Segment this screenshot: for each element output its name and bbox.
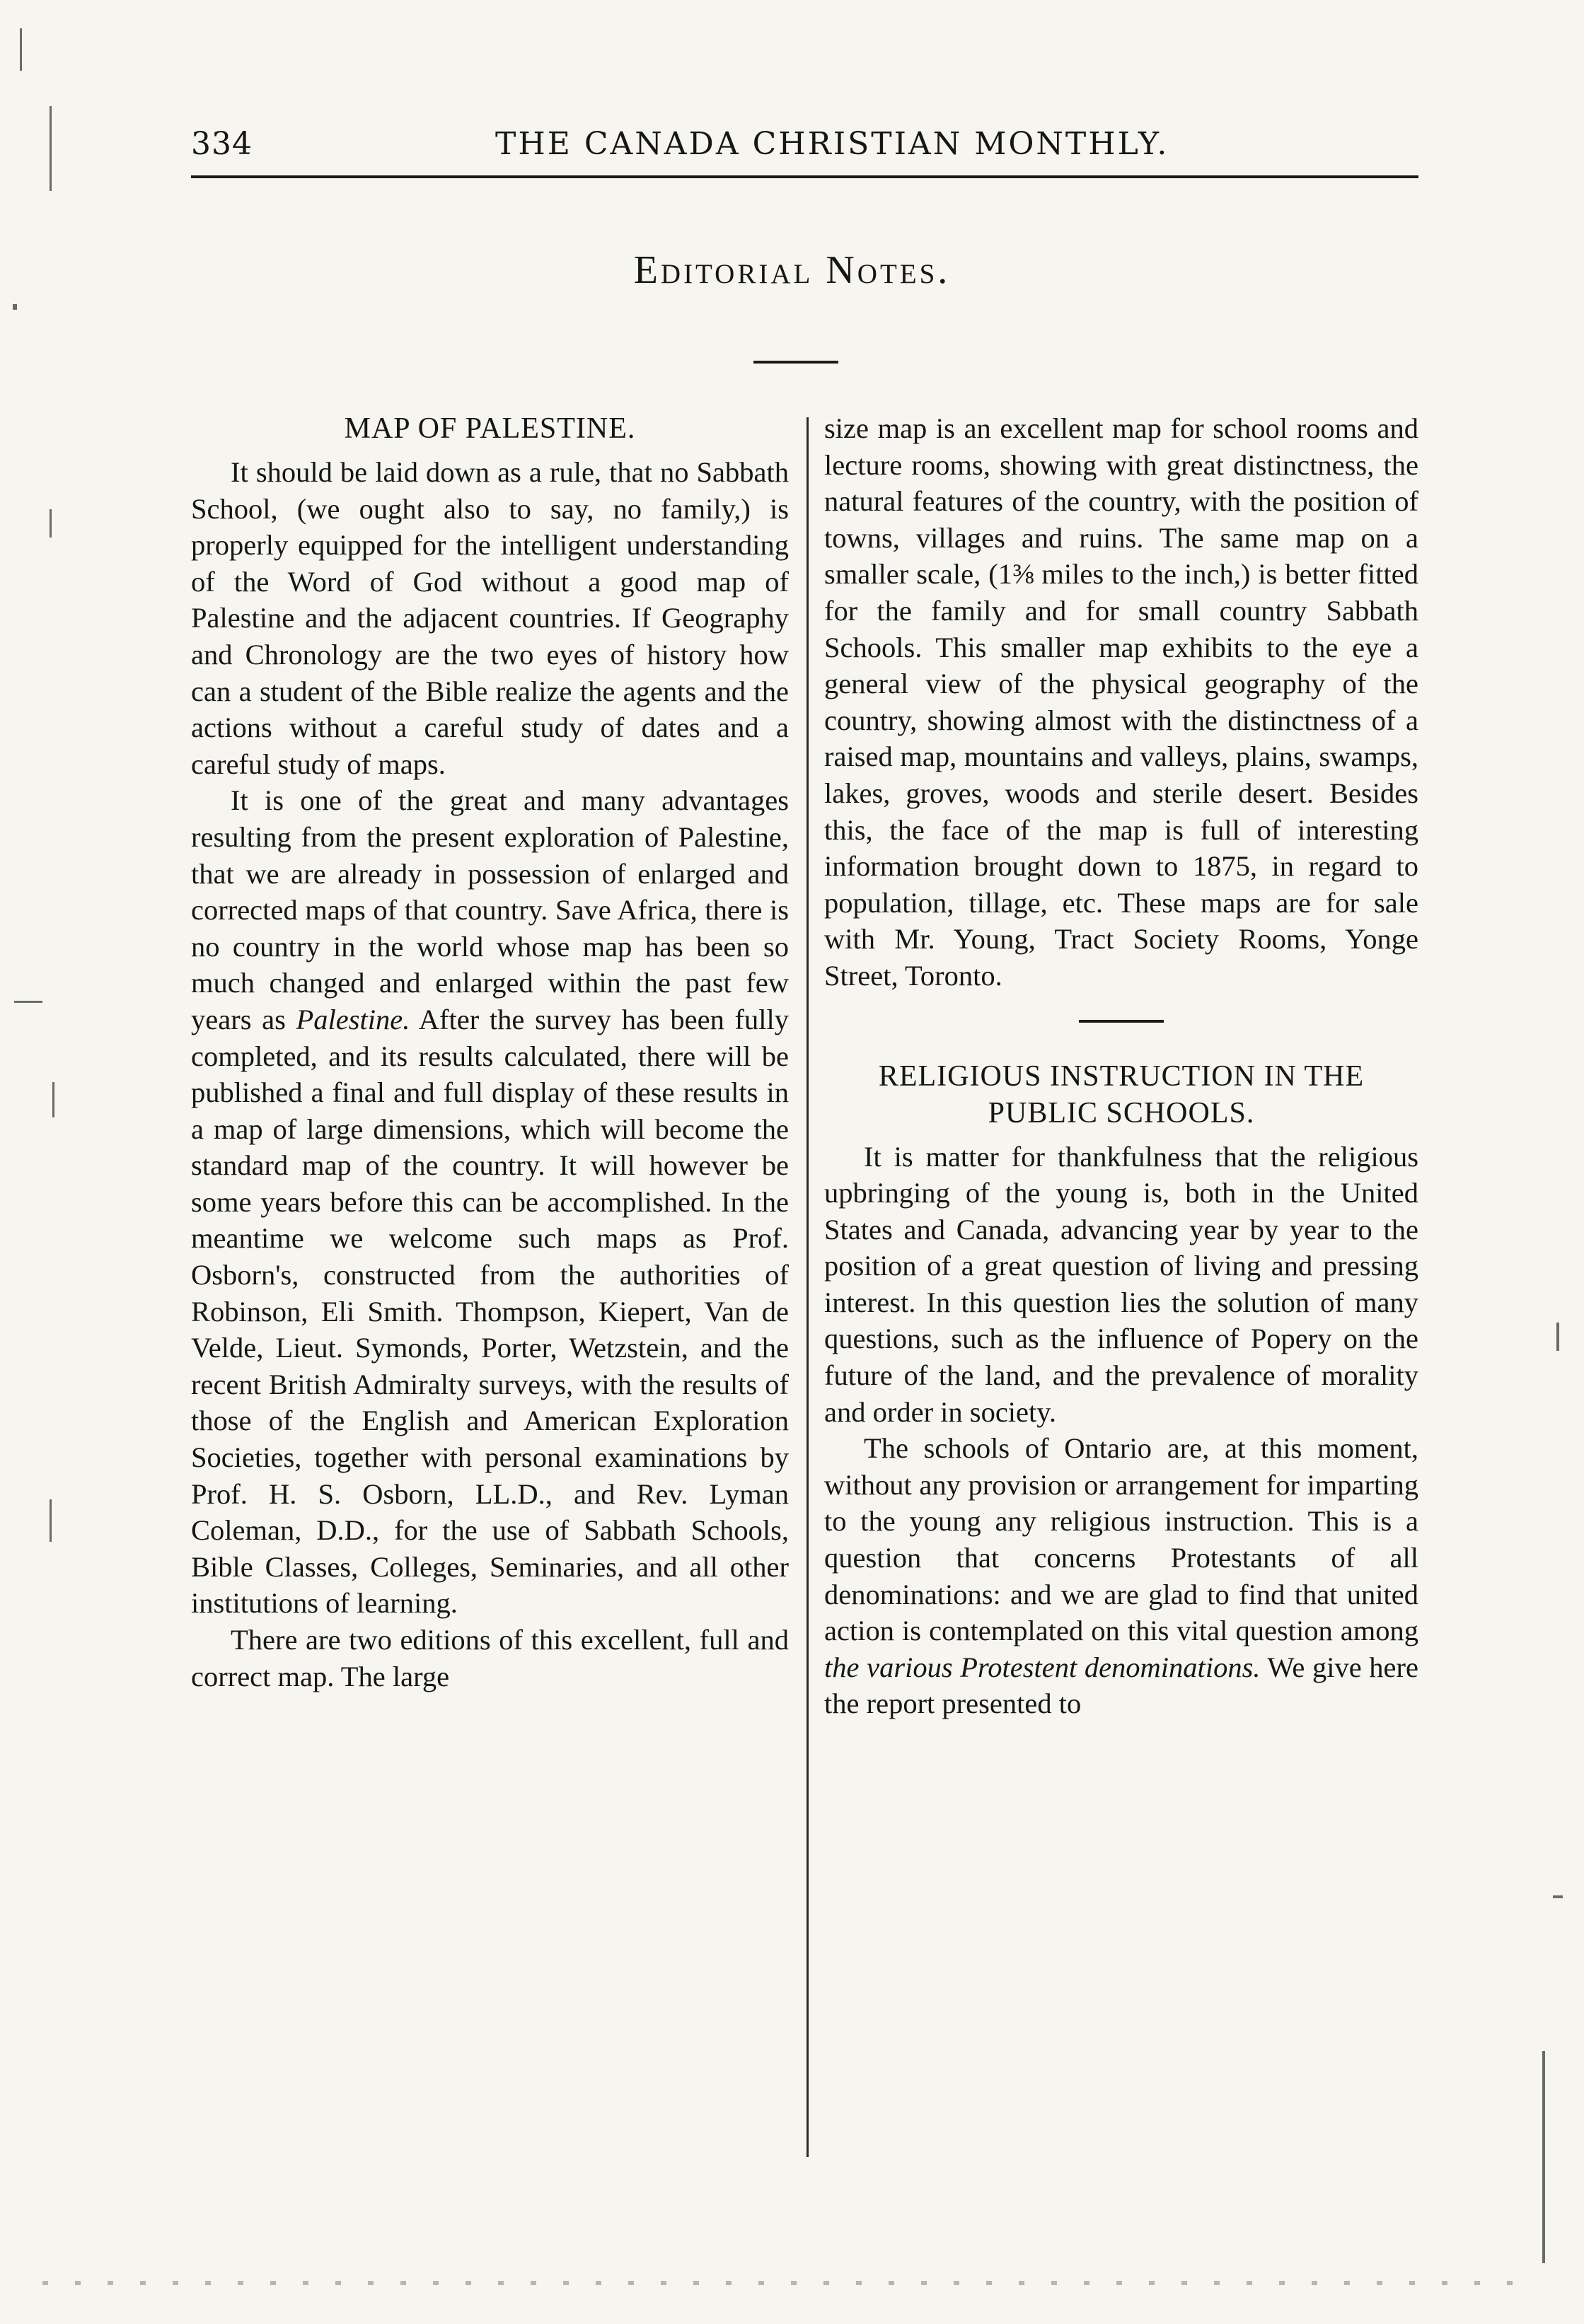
right-column (824, 410, 1418, 1722)
journal-title: THE CANADA CHRISTIAN MONTHLY. (495, 126, 1169, 162)
left-column (191, 410, 789, 1695)
article-separator-rule (1079, 1020, 1164, 1023)
scan-speck (20, 28, 22, 71)
scan-speck (14, 1001, 42, 1003)
scan-speck (1542, 2051, 1545, 2263)
italic-text: Palestine. (296, 1003, 410, 1035)
scan-speck (52, 1082, 54, 1117)
scan-speck (13, 304, 17, 310)
scan-speck (1553, 1895, 1563, 1898)
paragraph-text: The schools of Ontario are, at this moment, without any provision or arrangement for imparting to the young any religious instruction. This is a question that concerns Protestants of all denominations: and we are glad to find that united action is contemplated on this vital question among (824, 1432, 1418, 1647)
title-rule (753, 361, 838, 364)
paragraph (824, 1430, 1418, 1722)
paragraph: It should be laid down as a rule, that no Sabbath School, (we ought also to say, no family,) is properly equipped for the intelligent understanding of the Word of God without a good map of Palestine and the adjacent countries. If Geography and Chronology are the two eyes of history how can a student of the Bible realize the agents and the actions without a careful study of dates and a careful study of maps. (191, 456, 789, 780)
page-number: 334 (191, 126, 253, 162)
section-title: Editorial Notes. (633, 248, 951, 292)
paragraph-text: We give here the report presented to (824, 1651, 1418, 1720)
paragraph-continued: size map is an excellent map for school rooms and lecture rooms, showing with great distinctness, the natural features of the country, with the position of towns, villages and ruins. The same map on a smaller scale, (1⅜ miles to the inch,) is better fitted for the family and for small country Sabbath Schools. This smaller map exhibits to the eye a general view of the physical geography of the country, showing almost with the distinctness of a raised map, mountains and valleys, plains, swamps, lakes, groves, woods and sterile desert. Besides this, the face of the map is full of interesting information brought down to 1875, in regard to population, tillage, etc. These maps are for sale with Mr. Young, Tract Society Rooms, Yonge Street, Toronto. (824, 412, 1418, 992)
paragraph: There are two editions of this excellent, full and correct map. The large (191, 1624, 789, 1692)
paragraph: It is matter for thankfulness that the religious upbringing of the young is, both in the United States and Canada, advancing year by year to the position of a great question of living and pressing interest. In this question lies the solution of many questions, such as the influence of Popery on the future of the land, and the prevalence of morality and order in society. (824, 1140, 1418, 1428)
bottom-scan-noise (42, 2281, 1528, 2285)
scan-speck (1556, 1323, 1559, 1351)
paragraph (191, 782, 789, 1622)
scan-speck (50, 106, 52, 191)
running-head (191, 126, 1418, 168)
scan-speck (50, 509, 52, 538)
paragraph-text: It is one of the great and many advantages resulting from the present exploration of Palestine, that we are already in possession of enlarged and corrected maps of that country. Save Africa, there is no country in the world whose map has been so much changed and enlarged within the past few years as (191, 784, 789, 1035)
header-rule (191, 175, 1418, 178)
article-heading-religious-instruction: RELIGIOUS INSTRUCTION IN THE PUBLIC SCHOOLS. (878, 1059, 1365, 1129)
paragraph-text: After the survey has been fully completed, and its results calculated, there will be published a final and full display of these results in a map of large dimensions, which will become the standard map of the country. It will however be some years before this can be accomplished. In the meantime we welcome such maps as Prof. Osborn's, constructed from the authorities of Robinson, Eli Smith. Thompson, Kiepert, Van de Velde, Lieut. Symonds, Porter, Wetzstein, and the recent British Admiralty surveys, with the results of those of the English and American Exploration Societies, together with personal examinations by Prof. H. S. Osborn, LL.D., and Rev. Lyman Coleman, D.D., for the use of Sabbath Schools, Bible Classes, Colleges, Seminaries, and all other institutions of learning. (191, 1003, 789, 1620)
italic-text: the various Protestent denominations. (824, 1651, 1261, 1683)
article-heading-map-of-palestine: MAP OF PALESTINE. (344, 412, 636, 445)
scan-speck (50, 1499, 52, 1542)
column-divider (807, 417, 809, 2157)
